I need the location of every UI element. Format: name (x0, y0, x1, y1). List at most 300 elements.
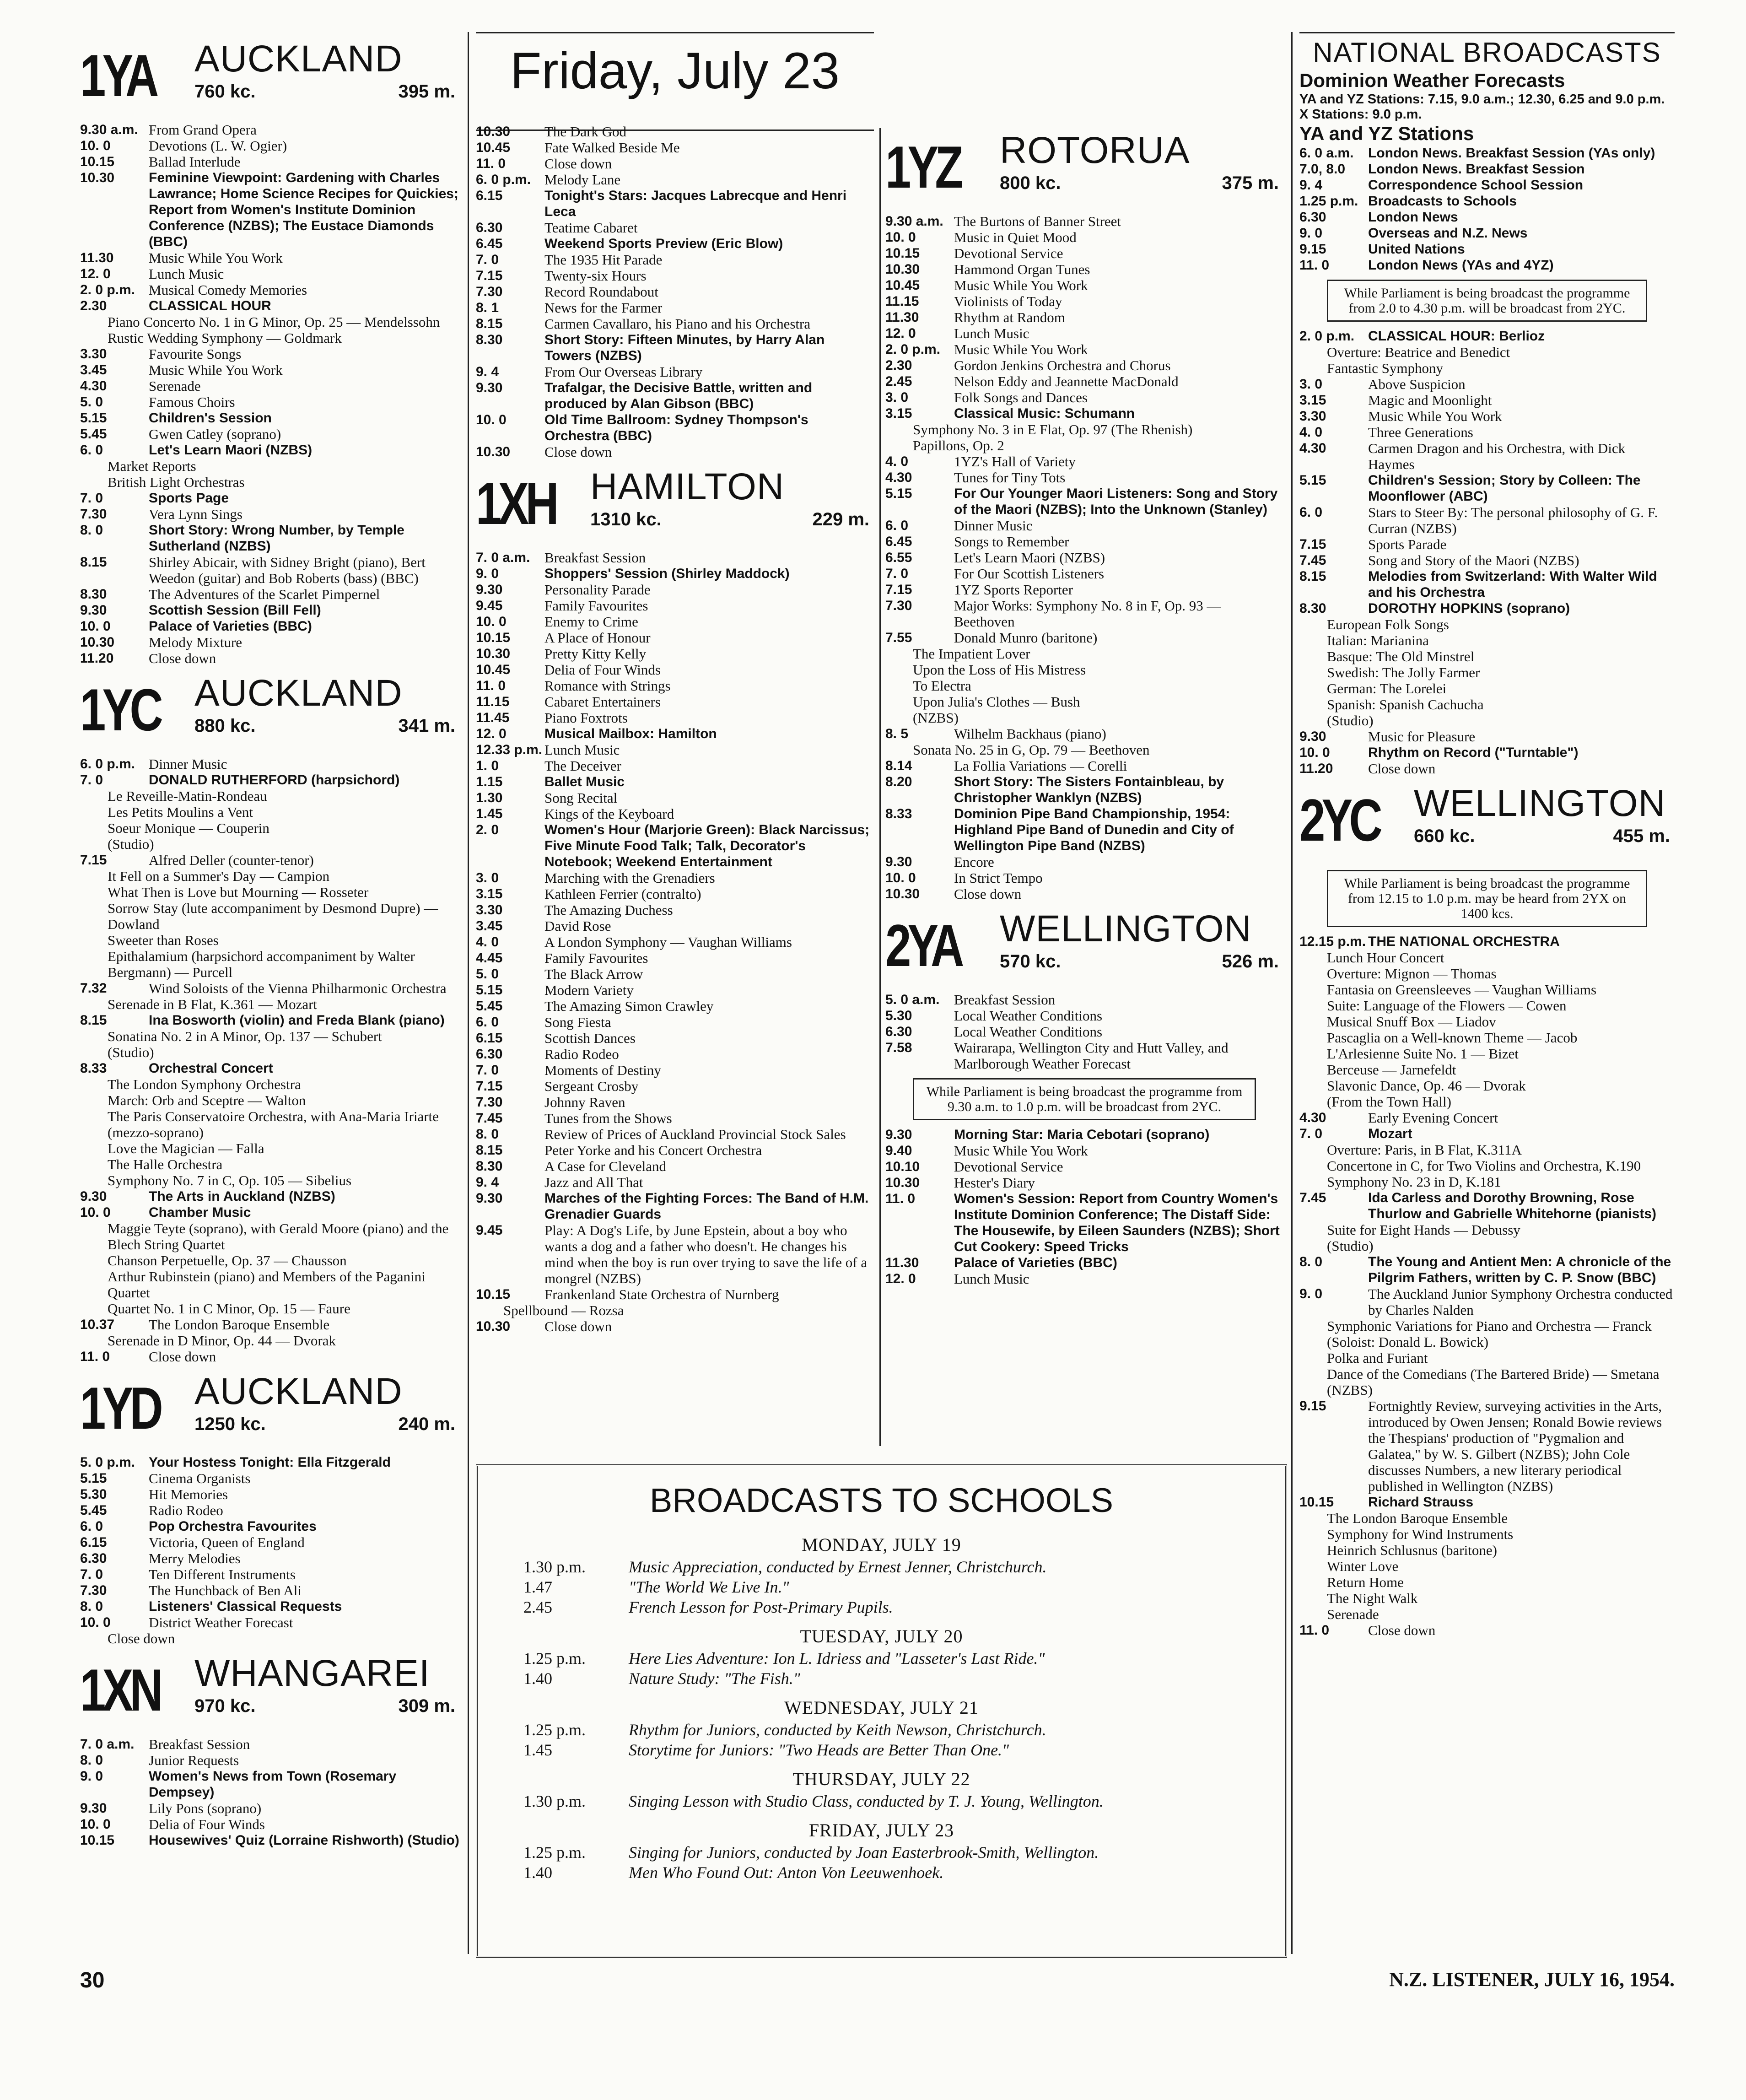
programme-time: 6.15 (476, 1031, 503, 1046)
programme-title: La Follia Variations — Corelli (954, 758, 1127, 774)
programme-item (80, 618, 460, 634)
programme-item (80, 506, 460, 522)
programme-title: Alfred Deller (counter-tenor) (149, 852, 314, 868)
programme-item (476, 156, 874, 172)
programme-item (80, 1349, 460, 1365)
programme-item (476, 1222, 874, 1286)
programme-time: 8.30 (476, 332, 503, 347)
programme-item (476, 918, 874, 934)
programme-item (476, 300, 874, 316)
national-item (1299, 225, 1675, 241)
programme-title: Short Story: Wrong Number, by Temple Sutherland (NZBS) (149, 523, 404, 554)
ya-yz-heading: YA and YZ Stations (1299, 123, 1474, 144)
national-item (1299, 161, 1675, 177)
programme-item (476, 412, 874, 444)
programme-item (885, 550, 1283, 566)
programme-title: Music in Quiet Mood (954, 229, 1077, 245)
station-wavelength: 375 m. (1222, 173, 1279, 193)
programme-title: Famous Choirs (149, 394, 235, 410)
programme-detail: Papillons, Op. 2 (913, 437, 1004, 453)
programme-time: 9.30 (80, 603, 107, 618)
programme-detail: Upon the Loss of His Mistress (913, 662, 1086, 678)
national-time: 7.0, 8.0 (1299, 162, 1346, 177)
programme-time: 7.15 (476, 1079, 503, 1094)
programme-time: 11.30 (80, 250, 114, 265)
programme-title: Enemy to Crime (544, 614, 638, 630)
schools-title: Rhythm for Juniors, conducted by Keith Newson, Christchurch. (629, 1721, 1046, 1739)
programme-item (1299, 729, 1675, 745)
station-wavelength: 229 m. (812, 509, 869, 529)
programme-time: 10.15 (476, 630, 511, 645)
programme-item (476, 1158, 874, 1174)
programme-item (476, 646, 874, 662)
programme-item (476, 694, 874, 710)
schools-item (478, 1597, 1285, 1617)
programme-title: Close down (1368, 1622, 1436, 1638)
programme-time: 5. 0 (80, 394, 103, 410)
programme-item (476, 550, 874, 566)
programme-detail: Sonata No. 25 in G, Op. 79 — Beethoven (913, 742, 1150, 758)
programme-detail: (NZBS) (913, 710, 959, 726)
programme-item (476, 886, 874, 902)
programme-item (80, 772, 460, 788)
programme-item (80, 346, 460, 362)
programme-title: Classical Music: Schumann (954, 406, 1135, 421)
programme-title: Melodies from Switzerland: With Walter Wild and his Orchestra (1368, 569, 1657, 600)
programme-time: 4. 0 (1299, 425, 1323, 440)
programme-time: 6. 0 (476, 1015, 499, 1030)
programme-title: The Burtons of Banner Street (954, 213, 1121, 229)
station-header (80, 671, 460, 753)
programme-item (476, 380, 874, 412)
programme-item (476, 172, 874, 188)
programme-detail: Sonatina No. 2 in A Minor, Op. 137 — Schubert (108, 1028, 382, 1044)
programme-detail: Close down (108, 1630, 175, 1647)
programme-time: 5. 0 a.m. (885, 992, 940, 1007)
programme-title: Close down (544, 1318, 612, 1334)
programme-title: Listeners' Classical Requests (149, 1599, 342, 1614)
programme-time: 8. 0 (476, 1127, 499, 1142)
programme-item (885, 293, 1283, 309)
programme-detail: Dance of the Comedians (The Bartered Bride) — Smetana (1327, 1366, 1660, 1382)
programme-time: 10.45 (476, 140, 511, 155)
national-title-text: London News (YAs and 4YZ) (1368, 258, 1554, 273)
national-time: 9. 0 (1299, 226, 1323, 241)
programme-time: 12. 0 (80, 266, 111, 281)
programme-title: Old Time Ballroom: Sydney Thompson's Orchestra (BBC) (544, 412, 808, 443)
programme-detail: Winter Love (1327, 1558, 1399, 1574)
programme-time: 2. 0 p.m. (1299, 329, 1355, 344)
programme-item (885, 277, 1283, 293)
programme-item (885, 309, 1283, 325)
programme-time: 9.15 (1299, 1398, 1326, 1414)
programme-time: 11.30 (885, 1255, 919, 1270)
programme-time: 10.45 (885, 278, 920, 293)
programme-detail: Lunch Hour Concert (1327, 950, 1444, 966)
programme-item (1299, 600, 1675, 616)
schools-day: THURSDAY, JULY 22 (792, 1769, 970, 1789)
programme-title: Ida Carless and Dorothy Browning, Rose Thurlow and Gabrielle Whitehorne (pianists) (1368, 1190, 1657, 1221)
programme-item (80, 170, 460, 250)
programme-item (80, 1317, 460, 1333)
programme-title: For Our Younger Maori Listeners: Song and Story of the Maori (NZBS); Into the Unknown (Stanley) (954, 486, 1278, 517)
programme-detail: Sweeter than Roses (108, 932, 219, 948)
programme-item (1299, 1286, 1675, 1318)
station-header (80, 1369, 460, 1452)
programme-title: Folk Songs and Dances (954, 389, 1088, 405)
programme-item (476, 582, 874, 598)
programme-item (80, 410, 460, 426)
programme-detail: It Fell on a Summer's Day — Campion (108, 868, 330, 884)
national-item (1299, 241, 1675, 257)
programme-time: 12. 0 (476, 726, 507, 741)
programme-title: Women's Hour (Marjorie Green): Black Narcissus; Five Minute Food Talk; Talk, Decorator's Notebook; Weekend Entertainment (544, 822, 870, 869)
programme-time: 3.15 (476, 886, 503, 902)
programme-item (80, 1518, 460, 1534)
programme-item (1299, 1494, 1675, 1510)
station-wavelength: 526 m. (1222, 951, 1279, 972)
station-header (1299, 781, 1675, 864)
programme-item (1299, 408, 1675, 424)
programme-item (80, 1060, 460, 1076)
programme-item (885, 453, 1283, 470)
programme-title: Palace of Varieties (BBC) (149, 619, 312, 634)
schools-item (478, 1740, 1285, 1760)
programme-time: 10.30 (885, 262, 920, 277)
programme-detail: The Impatient Lover (913, 646, 1030, 662)
programme-time: 8.15 (476, 1143, 503, 1158)
programme-item (80, 1582, 460, 1598)
programme-item (476, 710, 874, 726)
programme-title: Close down (544, 444, 612, 460)
programme-item (1299, 472, 1675, 504)
programme-time: 7.30 (80, 1583, 107, 1598)
schools-item (478, 1577, 1285, 1597)
station-header (80, 37, 460, 119)
column-rule (468, 32, 469, 1954)
programme-detail: Serenade (1327, 1606, 1379, 1622)
programme-title: Hester's Diary (954, 1175, 1035, 1191)
programme-time: 4.30 (80, 378, 107, 394)
programme-title: Moments of Destiny (544, 1062, 661, 1078)
programme-detail: The Halle Orchestra (108, 1156, 223, 1172)
programme-time: 9.30 (80, 1801, 107, 1816)
schools-item (478, 1842, 1285, 1862)
programme-title: Lily Pons (soprano) (149, 1800, 262, 1816)
programme-time: 7.55 (885, 630, 912, 645)
programme-time: 10. 0 (80, 1205, 111, 1220)
programme-detail: Fantastic Symphony (1327, 360, 1444, 376)
programme-time: 2.30 (80, 298, 107, 313)
programme-time: 8.20 (885, 774, 912, 789)
programme-title: Record Roundabout (544, 284, 658, 300)
programme-time: 4.30 (1299, 1110, 1326, 1125)
programme-title: From Grand Opera (149, 122, 257, 138)
programme-item (885, 486, 1283, 518)
programme-item (80, 362, 460, 378)
station-frequency: 660 kc. (1414, 826, 1475, 846)
programme-title: Song and Story of the Maori (NZBS) (1368, 552, 1579, 568)
programme-item (476, 332, 874, 364)
programme-title: Shoppers' Session (Shirley Maddock) (544, 566, 790, 581)
programme-title: Music While You Work (954, 1143, 1088, 1159)
schools-title: Nature Study: "The Fish." (629, 1669, 800, 1688)
programme-item (885, 774, 1283, 806)
programme-title: Musical Comedy Memories (149, 282, 307, 298)
programme-item (80, 756, 460, 772)
programme-item (476, 140, 874, 156)
programme-title: Early Evening Concert (1368, 1110, 1498, 1126)
station-header (476, 464, 874, 547)
programme-time: 2.45 (885, 374, 912, 389)
programme-title: Music While You Work (1368, 408, 1502, 424)
programme-item (476, 220, 874, 236)
programme-item (885, 245, 1283, 261)
programme-time: 11.15 (476, 694, 510, 709)
national-title-text: London News (1368, 210, 1458, 225)
programme-title: Let's Learn Maori (NZBS) (954, 550, 1105, 566)
station-city: AUCKLAND (194, 1371, 403, 1412)
programme-detail: Serenade in B Flat, K.361 — Mozart (108, 996, 318, 1012)
national-title: NATIONAL BROADCASTS (1313, 37, 1661, 68)
programme-item (476, 1110, 874, 1126)
programme-detail: Polka and Furiant (1327, 1350, 1428, 1366)
programme-title: The Dark God (544, 124, 627, 140)
programme-title: Your Hostess Tonight: Ella Fitzgerald (149, 1455, 391, 1470)
programme-item (885, 566, 1283, 582)
programme-item (80, 298, 460, 314)
programme-time: 9. 0 (80, 1769, 103, 1784)
programme-time: 9.30 a.m. (80, 122, 138, 137)
programme-time: 7.30 (476, 1095, 503, 1110)
programme-detail: Chanson Perpetuelle, Op. 37 — Chausson (108, 1252, 347, 1269)
station-city: ROTORUA (1000, 130, 1190, 171)
programme-item (885, 213, 1283, 229)
programme-item (80, 1800, 460, 1816)
programme-time: 6.45 (885, 534, 912, 549)
programme-item (1299, 376, 1675, 392)
programme-title: Peter Yorke and his Concert Orchestra (544, 1142, 762, 1158)
programme-item (1299, 1622, 1675, 1638)
programme-title: Kings of the Keyboard (544, 806, 674, 822)
programme-title: Ballet Music (544, 774, 625, 789)
programme-time: 10.15 (885, 246, 920, 261)
programme-item (476, 630, 874, 646)
schools-day: MONDAY, JULY 19 (802, 1534, 961, 1555)
schools-title: Men Who Found Out: Anton Von Leeuwenhoek. (629, 1863, 944, 1882)
programme-item (885, 325, 1283, 341)
programme-title: Songs to Remember (954, 534, 1069, 550)
programme-time: 1. 0 (476, 758, 499, 773)
programme-title: Stars to Steer By: The personal philosophy of G. F. Curran (NZBS) (1368, 504, 1658, 536)
station-city: WELLINGTON (1414, 783, 1666, 824)
station-frequency: 570 kc. (1000, 951, 1061, 972)
programme-title: A Place of Honour (544, 630, 651, 646)
programme-time: 11. 0 (476, 678, 506, 693)
national-item (1299, 257, 1675, 273)
programme-detail: Symphony for Wind Instruments (1327, 1526, 1514, 1542)
programme-time: 7.15 (1299, 537, 1326, 552)
programme-time: 8.15 (476, 316, 503, 331)
programme-time: 8.33 (885, 806, 912, 821)
programme-title: A Case for Cleveland (544, 1158, 667, 1174)
programme-title: Modern Variety (544, 982, 634, 998)
programme-item (80, 1012, 460, 1028)
programme-time: 10. 0 (80, 1817, 111, 1832)
programme-time: 5.15 (80, 410, 107, 426)
programme-detail: The Night Walk (1327, 1590, 1418, 1606)
programme-title: Devotional Service (954, 245, 1063, 261)
programme-detail: Suite for Eight Hands — Debussy (1327, 1222, 1520, 1238)
programme-title: Close down (149, 650, 216, 666)
column-3 (885, 124, 1283, 1287)
national-title-text: London News. Breakfast Session (1368, 162, 1585, 177)
programme-title: Sports Parade (1368, 536, 1447, 552)
programme-item (80, 522, 460, 554)
programme-item (885, 534, 1283, 550)
station-callsign: 2YC (1299, 787, 1379, 853)
programme-title: David Rose (544, 918, 611, 934)
programme-item (476, 188, 874, 220)
programme-title: Cinema Organists (149, 1470, 251, 1486)
programme-detail: To Electra (913, 678, 971, 694)
station-header (80, 1651, 460, 1733)
programme-time: 7.45 (1299, 1190, 1326, 1205)
programme-title: Dinner Music (149, 756, 227, 772)
page-number: 30 (80, 1968, 105, 1992)
programme-time: 9.30 (476, 380, 503, 395)
programme-title: Piano Foxtrots (544, 710, 628, 726)
programme-time: 8.15 (80, 555, 107, 570)
schools-schedule (478, 1533, 1285, 1883)
programme-time: 10. 0 (80, 138, 111, 153)
programme-detail: Epithalamium (harpsichord accompaniment by Walter Bergmann) — Purcell (108, 948, 415, 980)
programme-item (476, 998, 874, 1014)
programme-detail: Quartet No. 1 in C Minor, Op. 15 — Faure (108, 1301, 350, 1317)
programme-time: 6. 0 (80, 443, 103, 458)
programme-time: 10.37 (80, 1317, 115, 1332)
programme-title: Women's Session: Report from Country Women's Institute Dominion Conference; The Distaff Side: The Housewife, by Eileen Saunders (NZBS); Short Cut Cookery: Speed Tricks (954, 1191, 1280, 1254)
programme-item (476, 822, 874, 870)
station-city: AUCKLAND (194, 672, 403, 714)
programme-item (1299, 392, 1675, 408)
programme-title: Pop Orchestra Favourites (149, 1519, 317, 1534)
programme-title: Local Weather Conditions (954, 1008, 1103, 1024)
schools-time: 1.45 (523, 1741, 552, 1759)
programme-title: DOROTHY HOPKINS (soprano) (1368, 601, 1570, 616)
programme-title: Victoria, Queen of England (149, 1534, 305, 1550)
parliament-notice: While Parliament is being broadcast the programme from 12.15 to 1.0 p.m. may be heard from 2YX on 1400 kcs. (1327, 870, 1647, 927)
programme-item (476, 678, 874, 694)
programme-item (885, 598, 1283, 630)
programme-item (1299, 761, 1675, 777)
programme-item (1299, 745, 1675, 761)
programme-time: 9.30 a.m. (885, 214, 943, 229)
station-wavelength: 341 m. (398, 716, 455, 736)
programme-item (885, 806, 1283, 854)
programme-item (80, 650, 460, 666)
column-1 (80, 32, 460, 1848)
programme-item (476, 758, 874, 774)
programme-title: Melody Lane (544, 172, 621, 188)
programme-detail: Fantasia on Greensleeves — Vaughan Williams (1327, 982, 1597, 998)
column-4 (1299, 32, 1675, 1638)
programme-item (476, 1094, 874, 1110)
programme-title: Pretty Kitty Kelly (544, 646, 647, 662)
programme-time: 6.15 (476, 188, 503, 203)
programme-title: Short Story: The Sisters Fontainbleau, by Christopher Wanklyn (NZBS) (954, 774, 1224, 805)
programme-item (476, 742, 874, 758)
programme-item (885, 1024, 1283, 1040)
programme-title: Donald Munro (baritone) (954, 630, 1098, 646)
programme-item (80, 1752, 460, 1768)
programme-time: 10. 0 (1299, 745, 1330, 760)
programme-detail: Symphony No. 3 in E Flat, Op. 97 (The Rhenish) (913, 421, 1193, 437)
programme-time: 6.30 (476, 220, 503, 235)
programme-title: Mozart (1368, 1126, 1412, 1141)
programme-detail: The London Symphony Orchestra (108, 1076, 301, 1092)
programme-detail: (From the Town Hall) (1327, 1094, 1451, 1110)
programme-time: 5.15 (1299, 473, 1326, 488)
programme-item (885, 373, 1283, 389)
schools-time: 1.40 (523, 1863, 552, 1882)
programme-item (885, 992, 1283, 1008)
programme-title: Major Works: Symphony No. 8 in F, Op. 93 — Beethoven (954, 598, 1221, 630)
programme-time: 12.33 p.m. (476, 742, 543, 757)
programme-title: THE NATIONAL ORCHESTRA (1368, 934, 1560, 949)
station-frequency: 970 kc. (194, 1696, 256, 1716)
programme-time: 6.15 (80, 1535, 107, 1550)
programme-item (476, 790, 874, 806)
programme-item (80, 1768, 460, 1800)
programme-title: Tonight's Stars: Jacques Labrecque and Henri Leca (544, 188, 847, 219)
programme-item (80, 586, 460, 602)
programme-title: Devotional Service (954, 1159, 1063, 1175)
programme-title: Women's News from Town (Rosemary Dempsey) (149, 1769, 397, 1800)
programme-time: 6.30 (885, 1024, 912, 1039)
programme-item (476, 806, 874, 822)
programme-title: Breakfast Session (149, 1736, 250, 1752)
programme-title: Musical Mailbox: Hamilton (544, 726, 717, 741)
programme-detail: Overture: Mignon — Thomas (1327, 966, 1497, 982)
programme-item (885, 1191, 1283, 1255)
programme-title: Close down (544, 156, 612, 172)
programme-time: 4.45 (476, 950, 503, 966)
programme-title: Tunes from the Shows (544, 1110, 672, 1126)
programme-item (80, 138, 460, 154)
programme-time: 8.33 (80, 1061, 107, 1076)
programme-item (80, 442, 460, 458)
programme-title: Kathleen Ferrier (contralto) (544, 886, 701, 902)
programme-detail: What Then is Love but Mourning — Rosseter (108, 884, 369, 900)
programme-title: Palace of Varieties (BBC) (954, 1255, 1117, 1270)
programme-item (476, 364, 874, 380)
programme-item (80, 1598, 460, 1614)
programme-title: Song Fiesta (544, 1014, 611, 1030)
programme-time: 5.30 (885, 1008, 912, 1023)
programme-time: 10.45 (476, 662, 511, 677)
programme-item (80, 554, 460, 586)
national-time: 6.30 (1299, 210, 1326, 225)
national-title-text: Correspondence School Session (1368, 178, 1584, 193)
programme-title: Music While You Work (149, 362, 283, 378)
programme-title: Song Recital (544, 790, 618, 806)
programme-time: 9.30 (885, 854, 912, 869)
programme-item (476, 1046, 874, 1062)
national-time: 11. 0 (1299, 258, 1330, 273)
national-title-text: London News. Breakfast Session (YAs only) (1368, 146, 1655, 161)
programme-item (1299, 1126, 1675, 1142)
